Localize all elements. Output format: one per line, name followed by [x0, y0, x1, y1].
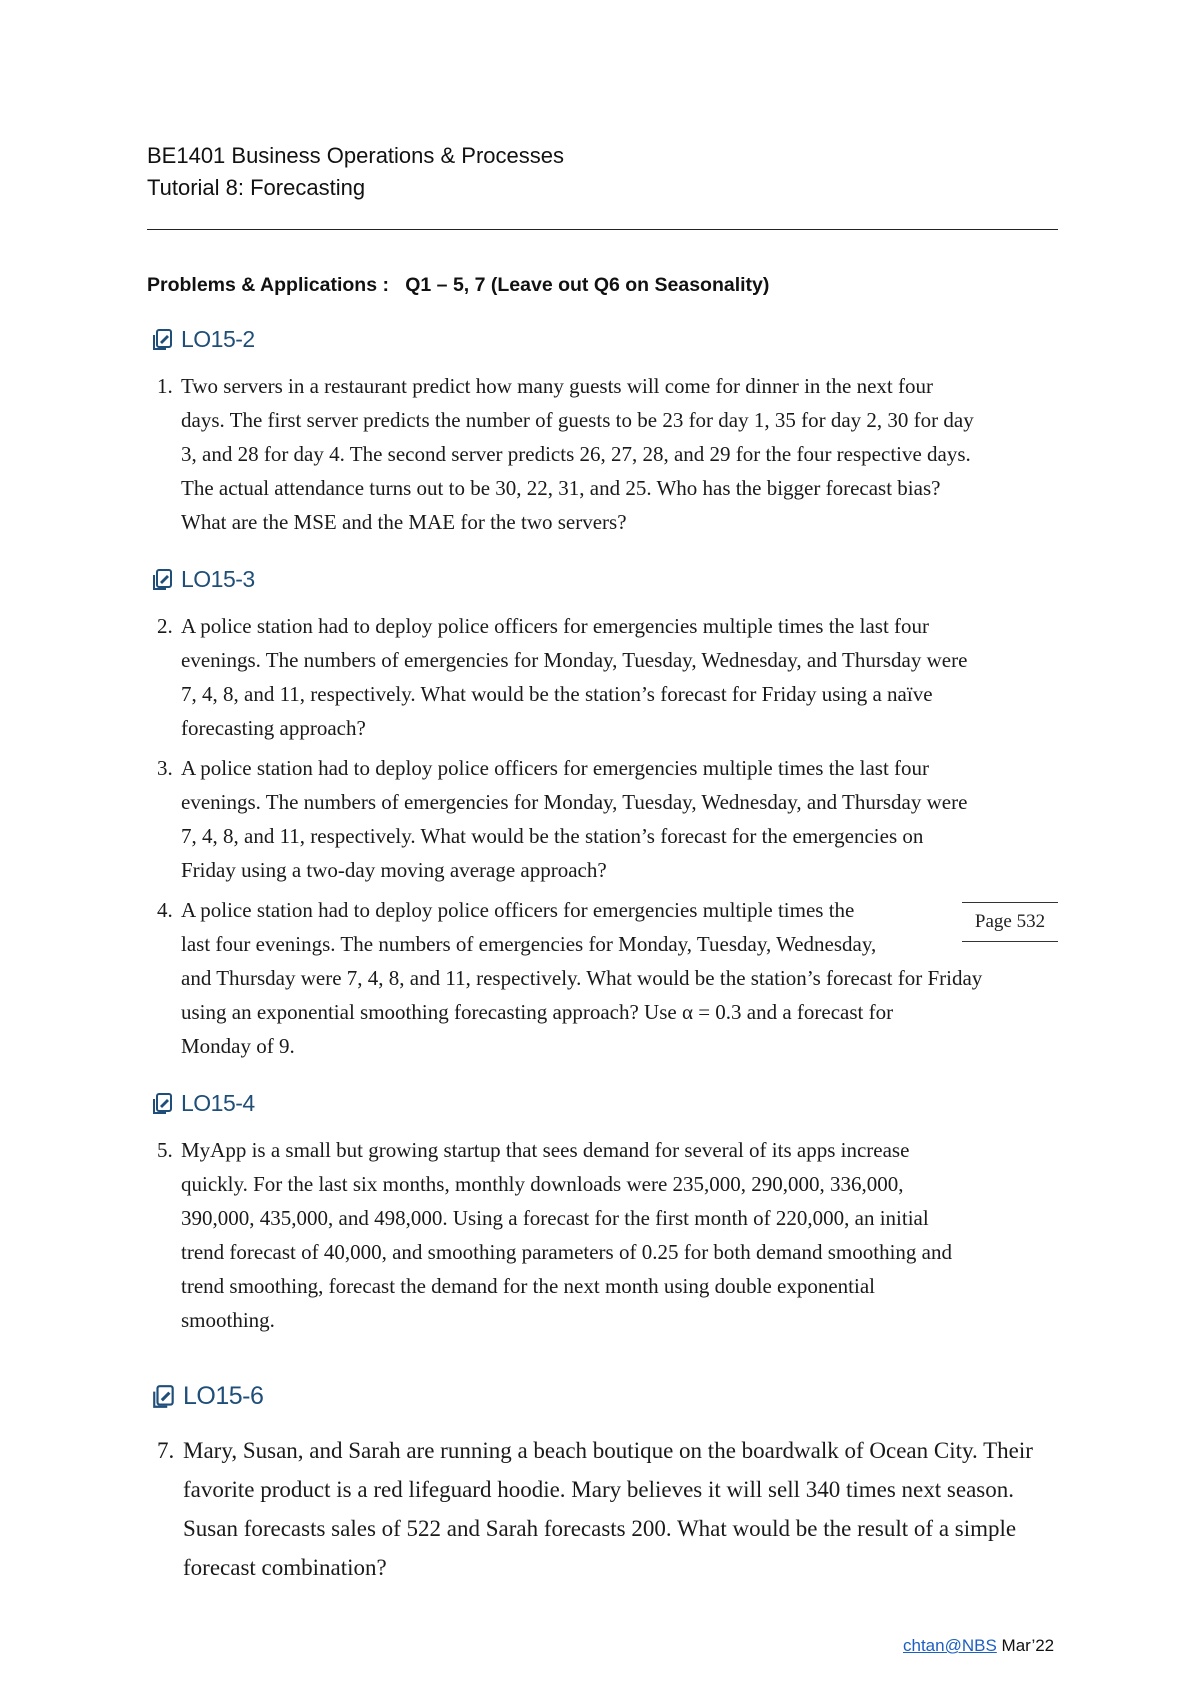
problem-line: What are the MSE and the MAE for the two servers? [181, 510, 627, 534]
problem-line: Friday using a two-day moving average approach? [181, 858, 607, 882]
problem-line: 7, 4, 8, and 11, respectively. What would be the station’s forecast for the emergencies on [181, 824, 924, 848]
problem-line: 390,000, 435,000, and 498,000. Using a forecast for the first month of 220,000, an initial [181, 1206, 929, 1230]
problem-line: 7, 4, 8, and 11, respectively. What would be the station’s forecast for Friday using a naïve [181, 682, 933, 706]
problem-number: 4. [157, 898, 173, 922]
tutorial-title: Tutorial 8: Forecasting [147, 175, 366, 200]
objective-heading-lo15-2 [151, 326, 255, 353]
objective-heading-lo15-6 [151, 1382, 263, 1411]
problem-5 [157, 1133, 952, 1337]
problem-number: 2. [157, 614, 173, 638]
problem-line: favorite product is a red lifeguard hoodie. Mary believes it will sell 340 times next season. [183, 1477, 1014, 1502]
edit-document-icon [151, 328, 175, 352]
problem-line: 3, and 28 for day 4. The second server predicts 26, 27, 28, and 29 for the four respective days. [181, 442, 971, 466]
problem-line: evenings. The numbers of emergencies for Monday, Tuesday, Wednesday, and Thursday were [181, 648, 968, 672]
problem-7 [157, 1431, 1033, 1587]
problem-number: 7. [157, 1438, 175, 1463]
course-title: BE1401 Business Operations & Processes [147, 143, 565, 168]
problem-line: last four evenings. The numbers of emergencies for Monday, Tuesday, Wednesday, [181, 932, 877, 956]
problem-line: forecast combination? [183, 1555, 387, 1580]
problem-line: Susan forecasts sales of 522 and Sarah forecasts 200. What would be the result of a simple [183, 1516, 1017, 1541]
problem-line: MyApp is a small but growing startup that sees demand for several of its apps increase [181, 1138, 910, 1162]
edit-document-icon [151, 568, 175, 592]
edit-document-icon [151, 1384, 177, 1410]
problem-line: using an exponential smoothing forecasting approach? Use α = 0.3 and a forecast for [181, 1000, 894, 1024]
problem-line: trend forecast of 40,000, and smoothing parameters of 0.25 for both demand smoothing and [181, 1240, 952, 1264]
objective-label: LO15-2 [181, 326, 255, 352]
objective-label: LO15-6 [183, 1382, 264, 1410]
edit-document-icon [151, 1092, 175, 1116]
problem-line: Two servers in a restaurant predict how many guests will come for dinner in the next four [181, 374, 933, 398]
document-header [147, 140, 564, 204]
problem-line: and Thursday were 7, 4, 8, and 11, respectively. What would be the station’s forecast for Friday [181, 966, 983, 990]
objective-heading-lo15-4 [151, 1090, 255, 1117]
problems-intro [147, 274, 769, 297]
intro-label: Problems & Applications : [147, 274, 389, 296]
problem-1 [157, 369, 974, 539]
problem-number: 5. [157, 1138, 173, 1162]
header-divider [147, 229, 1058, 230]
problem-line: A police station had to deploy police officers for emergencies multiple times the [181, 898, 855, 922]
problem-line: Mary, Susan, and Sarah are running a beach boutique on the boardwalk of Ocean City. Their [183, 1438, 1033, 1463]
problem-4 [157, 893, 982, 1063]
objective-label: LO15-4 [181, 1090, 255, 1116]
problem-line: trend smoothing, forecast the demand for the next month using double exponential [181, 1274, 876, 1298]
footer [903, 1636, 1054, 1656]
problem-line: forecasting approach? [181, 716, 366, 740]
problem-number: 3. [157, 756, 173, 780]
problem-3 [157, 751, 967, 887]
footer-date: Mar’22 [1001, 1636, 1055, 1655]
problem-2 [157, 609, 967, 745]
problem-line: A police station had to deploy police officers for emergencies multiple times the last four [181, 614, 930, 638]
problem-line: The actual attendance turns out to be 30, 22, 31, and 25. Who has the bigger forecast bias? [181, 476, 941, 500]
problem-line: Monday of 9. [181, 1034, 295, 1058]
problem-number: 1. [157, 374, 173, 398]
page-marker: Page 532 [962, 902, 1058, 942]
problem-line: A police station had to deploy police officers for emergencies multiple times the last four [181, 756, 930, 780]
problem-line: smoothing. [181, 1308, 275, 1332]
objective-label: LO15-3 [181, 566, 255, 592]
problem-line: days. The first server predicts the number of guests to be 23 for day 1, 35 for day 2, 30 for day [181, 408, 974, 432]
problem-line: quickly. For the last six months, monthly downloads were 235,000, 290,000, 336,000, [181, 1172, 904, 1196]
intro-scope: Q1 – 5, 7 (Leave out Q6 on Seasonality) [405, 274, 770, 296]
objective-heading-lo15-3 [151, 566, 255, 593]
problem-line: evenings. The numbers of emergencies for Monday, Tuesday, Wednesday, and Thursday were [181, 790, 968, 814]
author-email-link[interactable]: chtan@NBS [903, 1636, 997, 1655]
